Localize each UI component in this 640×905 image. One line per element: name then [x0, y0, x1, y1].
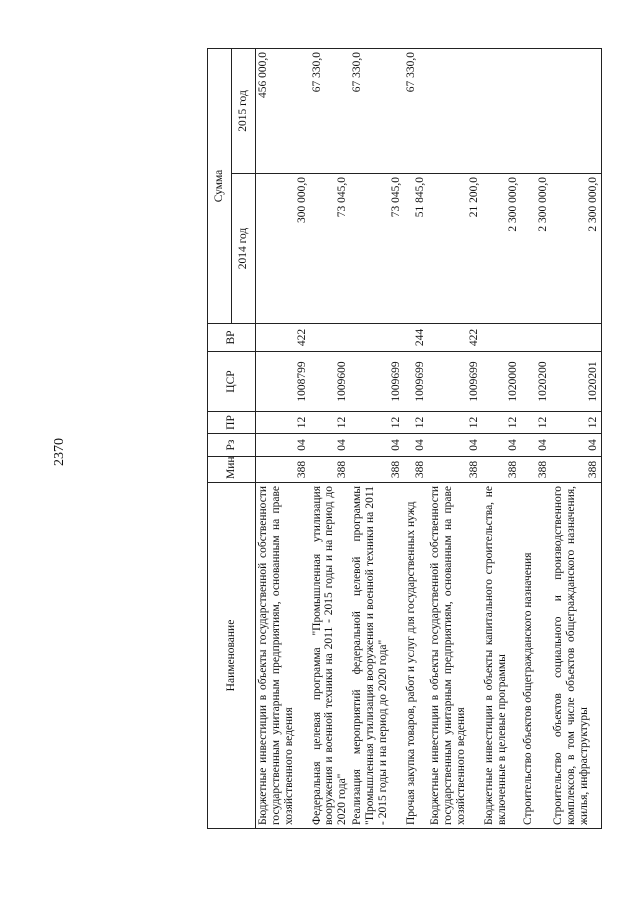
row-csr: 1009699 [428, 352, 482, 412]
row-amount-2015: 67 330,0 [404, 48, 428, 173]
table-header [208, 48, 256, 828]
row-vr: 422 [256, 324, 310, 352]
row-vr: 422 [428, 324, 482, 352]
row-min: 388 [551, 457, 601, 483]
row-csr: 1009699 [404, 352, 428, 412]
row-amount-2014: 51 845,0 [404, 174, 428, 324]
row-name: Прочая закупка товаров, работ и услуг для государственных нужд [404, 483, 428, 829]
row-amount-2014: 73 045,0 [350, 174, 404, 324]
table-row [350, 48, 404, 828]
row-csr: 1020200 [521, 352, 551, 412]
row-amount-2015: 67 330,0 [310, 48, 351, 173]
row-amount-2015 [482, 48, 521, 173]
row-rz: 04 [521, 434, 551, 457]
header-csr: ЦСР [208, 352, 256, 412]
row-pr: 12 [404, 412, 428, 434]
table-row [551, 48, 601, 828]
row-name: Федеральная целевая программа "Промышленная утилизация вооружения и военной техники на 2011 - 2015 годы и на период до 2020 года" [310, 483, 351, 829]
header-vr: ВР [208, 324, 256, 352]
budget-table [207, 48, 602, 829]
header-year-2014: 2014 год [232, 174, 256, 324]
header-min: Мин [208, 457, 256, 483]
table-row [310, 48, 351, 828]
header-sum: Сумма [208, 48, 232, 323]
table-row [428, 48, 482, 828]
table-row [404, 48, 428, 828]
row-csr: 1009699 [350, 352, 404, 412]
row-rz: 04 [256, 434, 310, 457]
row-csr: 1008799 [256, 352, 310, 412]
row-pr: 12 [521, 412, 551, 434]
table-row [482, 48, 521, 828]
row-rz: 04 [482, 434, 521, 457]
row-amount-2014: 2 300 000,0 [551, 174, 601, 324]
row-amount-2014: 73 045,0 [310, 174, 351, 324]
row-rz: 04 [310, 434, 351, 457]
row-rz: 04 [350, 434, 404, 457]
row-pr: 12 [256, 412, 310, 434]
row-vr [310, 324, 351, 352]
row-min: 388 [256, 457, 310, 483]
row-csr: 1020201 [551, 352, 601, 412]
header-rz: Рз [208, 434, 256, 457]
row-amount-2015: 67 330,0 [350, 48, 404, 173]
row-rz: 04 [428, 434, 482, 457]
row-rz: 04 [404, 434, 428, 457]
row-vr [482, 324, 521, 352]
row-pr: 12 [551, 412, 601, 434]
header-year-2015: 2015 год [232, 48, 256, 173]
row-pr: 12 [310, 412, 351, 434]
row-vr [551, 324, 601, 352]
row-name: Реализация мероприятий федеральной целевой программы "Промышленная утилизация вооружения и военной техники на 2011 - 2015 годы и на период до 2020 года" [350, 483, 404, 829]
row-amount-2014: 21 200,0 [428, 174, 482, 324]
header-pr: ПР [208, 412, 256, 434]
row-name: Бюджетные инвестиции в объекты государственной собственности государственным унитарным предприятиям, основанным на праве хозяйственного ведения [428, 483, 482, 829]
row-amount-2014: 300 000,0 [256, 174, 310, 324]
row-vr [521, 324, 551, 352]
row-min: 388 [350, 457, 404, 483]
row-name: Бюджетные инвестиции в объекты государственной собственности государственным унитарным предприятиям, основанным на праве хозяйственного ведения [256, 483, 310, 829]
table-row [521, 48, 551, 828]
row-amount-2015 [551, 48, 601, 173]
row-min: 388 [428, 457, 482, 483]
row-rz: 04 [551, 434, 601, 457]
row-amount-2015 [428, 48, 482, 173]
row-min: 388 [521, 457, 551, 483]
row-csr: 1020000 [482, 352, 521, 412]
page-number: 2370 [52, 438, 67, 466]
row-vr: 244 [404, 324, 428, 352]
row-min: 388 [404, 457, 428, 483]
table-row [256, 48, 310, 828]
row-name: Строительство объектов общегражданского назначения [521, 483, 551, 829]
row-name: Строительство объектов социального и производственного комплексов, в том числе объектов общегражданского назначения, жилья, инфраструктуры [551, 483, 601, 829]
row-amount-2014: 2 300 000,0 [482, 174, 521, 324]
row-amount-2015: 456 000,0 [256, 48, 310, 173]
header-name: Наименование [208, 483, 256, 829]
row-pr: 12 [350, 412, 404, 434]
row-amount-2015 [521, 48, 551, 173]
row-csr: 1009600 [310, 352, 351, 412]
table-body [256, 48, 602, 828]
row-min: 388 [310, 457, 351, 483]
row-pr: 12 [482, 412, 521, 434]
row-vr [350, 324, 404, 352]
row-pr: 12 [428, 412, 482, 434]
row-min: 388 [482, 457, 521, 483]
row-amount-2014: 2 300 000,0 [521, 174, 551, 324]
row-name: Бюджетные инвестиции в объекты капитального строительства, не включенные в целевые программы [482, 483, 521, 829]
budget-table-container [207, 49, 599, 829]
